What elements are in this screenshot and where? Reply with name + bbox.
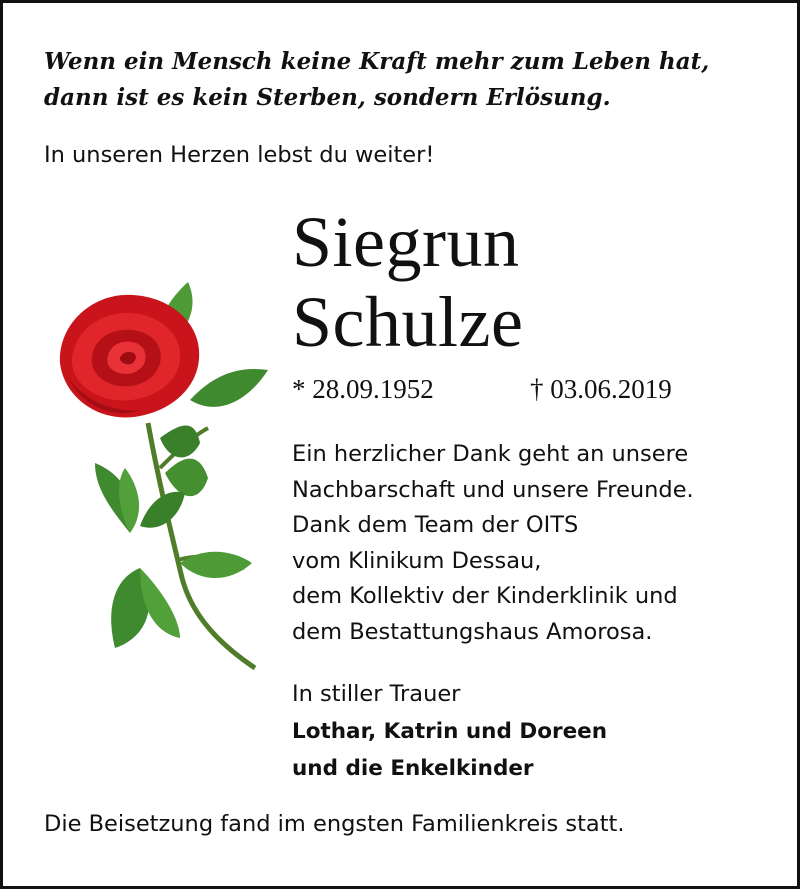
- red-rose-icon: [40, 278, 275, 680]
- birth-date: * 28.09.1952: [292, 374, 434, 404]
- subtitle: In unseren Herzen lebst du weiter!: [44, 142, 435, 168]
- thanks-text: [292, 437, 782, 651]
- quote: [44, 44, 764, 116]
- thanks-line: Dank dem Team der OITS: [292, 512, 579, 539]
- last-name: Schulze: [292, 282, 524, 362]
- mourners-names-2: und die Enkelkinder: [292, 756, 534, 781]
- quote-line-1: Wenn ein Mensch keine Kraft mehr zum Leben hat,: [44, 48, 710, 75]
- thanks-line: dem Kollektiv der Kinderklinik und: [292, 583, 678, 610]
- first-name: Siegrun: [292, 202, 520, 282]
- deceased-name: [292, 202, 523, 362]
- thanks-line: Nachbarschaft und unsere Freunde.: [292, 476, 694, 503]
- mourners-names-1: Lothar, Katrin und Doreen: [292, 719, 608, 744]
- thanks-line: dem Bestattungshaus Amorosa.: [292, 618, 653, 645]
- mourners: [292, 676, 607, 787]
- burial-note: Die Beisetzung fand im engsten Familienkreis statt.: [44, 811, 625, 837]
- mourners-intro: In stiller Trauer: [292, 681, 461, 707]
- quote-line-2: dann ist es kein Sterben, sondern Erlösung.: [44, 84, 611, 111]
- life-dates: [292, 374, 672, 405]
- death-date: † 03.06.2019: [530, 374, 672, 404]
- thanks-line: vom Klinikum Dessau,: [292, 547, 542, 574]
- thanks-line: Ein herzlicher Dank geht an unsere: [292, 441, 689, 467]
